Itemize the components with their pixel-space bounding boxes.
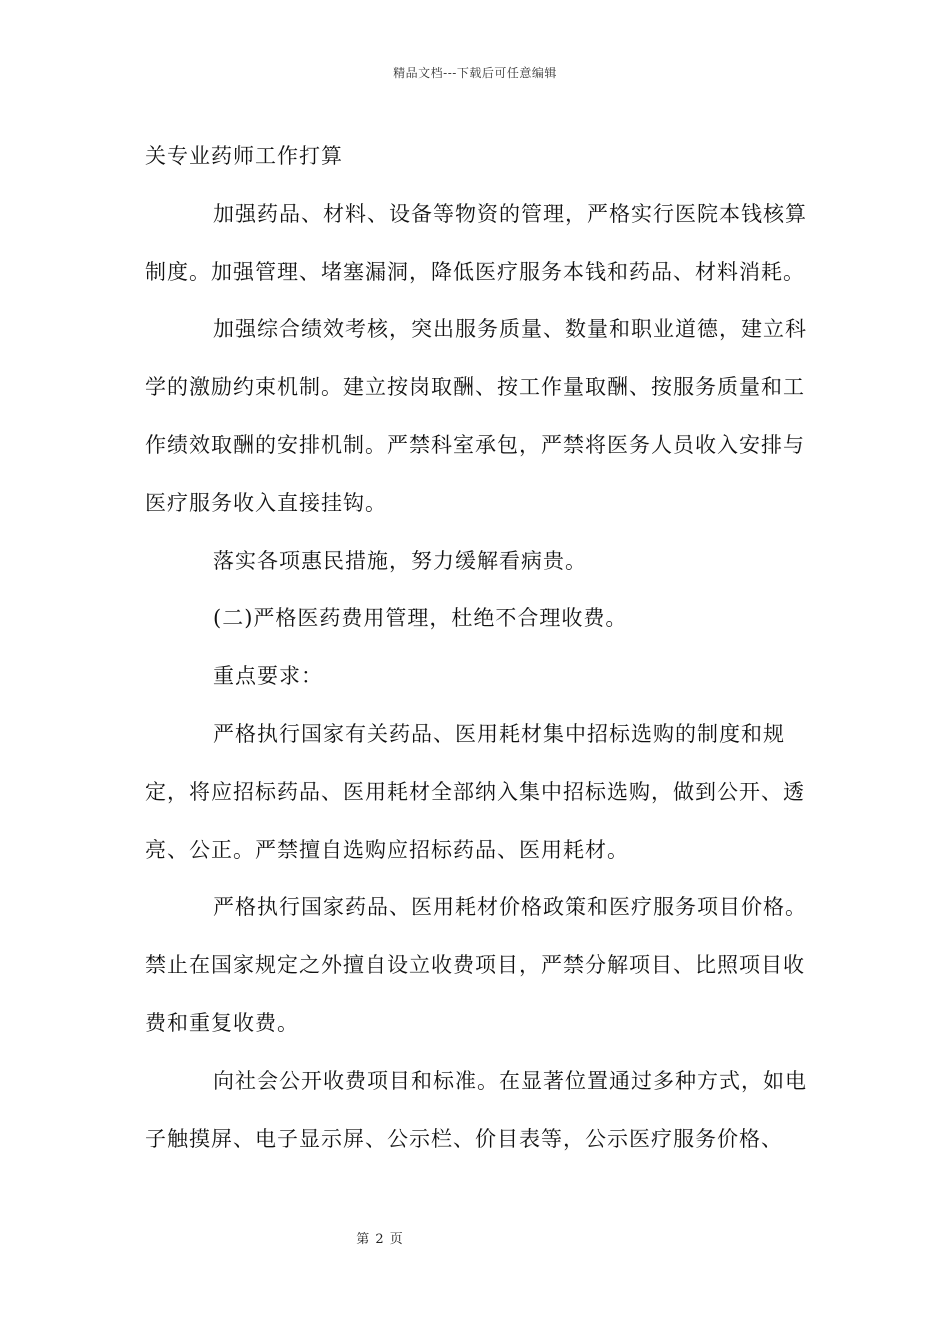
document-body <box>145 128 825 1168</box>
paragraph: 加强综合绩效考核，突出服务质量、数量和职业道德，建立科学的激励约束机制。建立按岗取酬、按工作量取酬、按服务质量和工作绩效取酬的安排机制。严禁科室承包，严禁将医务人员收入安排与医疗服务收入直接挂钩。 <box>145 317 807 515</box>
paragraph: 严格执行国家有关药品、医用耗材集中招标选购的制度和规定，将应招标药品、医用耗材全部纳入集中招标选购，做到公开、透亮、公正。严禁擅自选购应招标药品、医用耗材。 <box>145 721 805 862</box>
paragraph: 向社会公开收费项目和标准。在显著位置通过多种方式，如电子触摸屏、电子显示屏、公示栏、价目表等，公示医疗服务价格、 <box>145 1068 807 1151</box>
paragraph: 加强药品、材料、设备等物资的管理，严格实行医院本钱核算制度。加强管理、堵塞漏洞，降低医疗服务本钱和药品、材料消耗。 <box>145 201 807 284</box>
page-number: 第 2 页 <box>356 1232 404 1247</box>
subsection-label: 重点要求： <box>213 664 323 689</box>
section-heading: (二)严格医药费用管理，杜绝不合理收费。 <box>213 606 628 631</box>
paragraph: 严格执行国家药品、医用耗材价格政策和医疗服务项目价格。禁止在国家规定之外擅自设立收费项目，严禁分解项目、比照项目收费和重复收费。 <box>145 895 807 1035</box>
paragraph-heading: 关专业药师工作打算 <box>145 144 343 168</box>
paragraph: 落实各项惠民措施，努力缓解看病贵。 <box>213 548 587 573</box>
page-header: 精品文档---下载后可任意编辑 <box>393 66 557 80</box>
